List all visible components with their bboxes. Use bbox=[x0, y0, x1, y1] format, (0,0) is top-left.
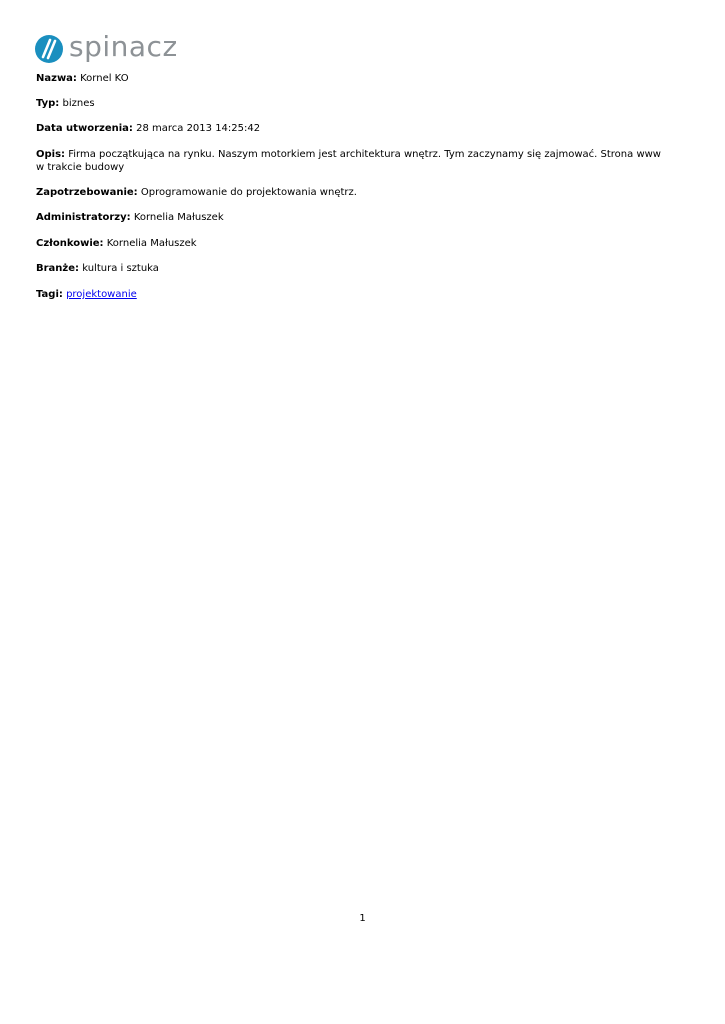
field-zapotrzebowanie-label: Zapotrzebowanie: bbox=[36, 187, 138, 198]
page-number: 1 bbox=[359, 913, 366, 924]
field-typ-value: biznes bbox=[62, 98, 95, 109]
spinacz-logo bbox=[35, 32, 178, 66]
field-nazwa bbox=[36, 72, 666, 85]
field-branze-label: Branże: bbox=[36, 263, 80, 274]
field-opis bbox=[36, 148, 666, 174]
tag-link-projektowanie[interactable]: projektowanie bbox=[66, 289, 137, 300]
field-branze bbox=[36, 262, 666, 275]
field-data-utworzenia-label: Data utworzenia: bbox=[36, 123, 133, 134]
field-branze-value: kultura i sztuka bbox=[82, 263, 159, 274]
field-opis-label: Opis: bbox=[36, 149, 66, 160]
field-tagi-label: Tagi: bbox=[36, 289, 63, 300]
field-data-utworzenia-value: 28 marca 2013 14:25:42 bbox=[136, 123, 261, 134]
field-data-utworzenia bbox=[36, 122, 666, 135]
field-administratorzy-value: Kornelia Małuszek bbox=[133, 212, 224, 223]
field-czlonkowie-label: Członkowie: bbox=[36, 238, 104, 249]
field-zapotrzebowanie bbox=[36, 186, 666, 199]
spinacz-logo-icon bbox=[35, 35, 63, 63]
field-zapotrzebowanie-value: Oprogramowanie do projektowania wnętrz. bbox=[140, 187, 357, 198]
field-czlonkowie bbox=[36, 237, 666, 250]
field-opis-value: Firma początkująca na rynku. Naszym motorkiem jest architektura wnętrz. Tym zaczynamy się zajmować. Strona www w trakcie budowy bbox=[36, 149, 661, 173]
brand-name: spinacz bbox=[69, 30, 178, 63]
field-czlonkowie-value: Kornelia Małuszek bbox=[106, 238, 197, 249]
field-nazwa-label: Nazwa: bbox=[36, 73, 77, 84]
field-nazwa-value: Kornel KO bbox=[80, 73, 129, 84]
field-tagi bbox=[36, 288, 666, 301]
field-typ-label: Typ: bbox=[36, 98, 60, 109]
field-administratorzy-label: Administratorzy: bbox=[36, 212, 131, 223]
field-typ bbox=[36, 97, 666, 110]
field-administratorzy bbox=[36, 211, 666, 224]
